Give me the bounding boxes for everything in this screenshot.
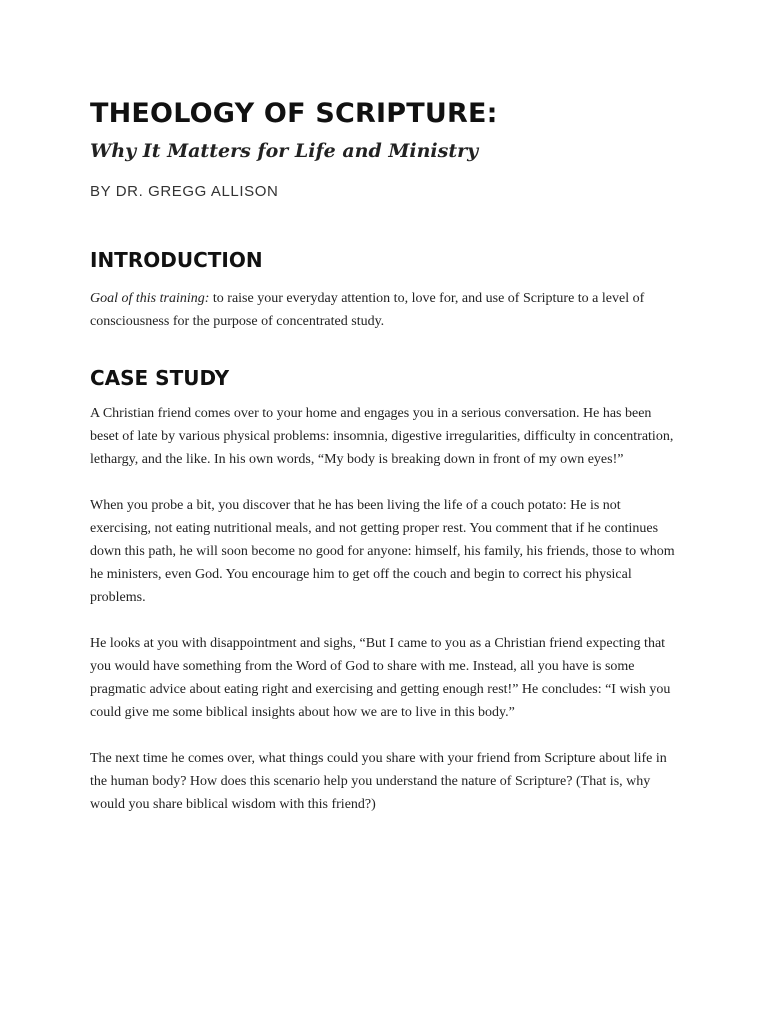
introduction-heading: INTRODUCTION	[90, 248, 263, 272]
document-subtitle: Why It Matters for Life and Ministry	[90, 140, 479, 162]
goal-paragraph	[90, 287, 680, 333]
goal-text: to raise your everyday attention to, love for, and use of Scripture to a level of consciousness for the purpose of concentrated study.	[90, 291, 645, 329]
case-study-heading: CASE STUDY	[90, 366, 230, 390]
document-page	[90, 96, 680, 816]
author-byline: BY DR. GREGG ALLISON	[90, 183, 279, 200]
case-study-paragraph-1: A Christian friend comes over to your home and engages you in a serious conversation. He has been beset of late by various physical problems: insomnia, digestive irregularities, difficulty in concentration, lethargy, and the like. In his own words, “My body is breaking down in front of my own eyes!”	[90, 406, 674, 467]
case-study-paragraph-3: He looks at you with disappointment and sighs, “But I came to you as a Christian friend expecting that you would have something from the Word of God to share with me. Instead, all you have is some pragmatic advice about eating right and exercising and getting enough rest!” He concludes: “I wish you could give me some biblical insights about how we are to live in this body.”	[90, 636, 671, 720]
goal-label: Goal of this training:	[90, 291, 210, 306]
case-study-paragraph-4: The next time he comes over, what things could you share with your friend from Scripture about life in the human body? How does this scenario help you understand the nature of Scripture? (That is, why would you share biblical wisdom with this friend?)	[90, 751, 667, 812]
case-study-paragraph-2: When you probe a bit, you discover that he has been living the life of a couch potato: He is not exercising, not eating nutritional meals, and not getting proper rest. You comment that if he continues down this path, he will soon become no good for anyone: himself, his family, his friends, those to whom he ministers, even God. You encourage him to get off the couch and begin to correct his physical problems.	[90, 498, 675, 605]
document-title: THEOLOGY OF SCRIPTURE:	[90, 98, 498, 129]
